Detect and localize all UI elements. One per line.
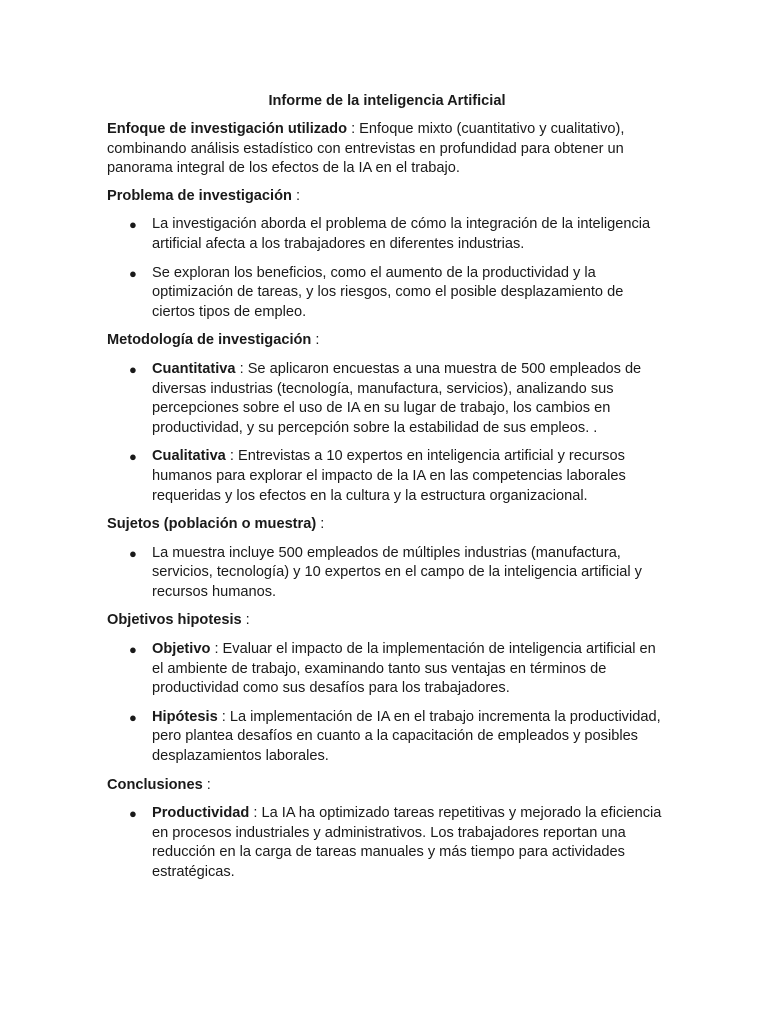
- hipotesis-text: : La implementación de IA en el trabajo incrementa la productividad, pero plantea desafíos en cuanto a la capacitación de empleados y posibles desplazamientos laborales.: [152, 708, 661, 765]
- problema-label: Problema de investigación: [107, 187, 292, 204]
- problema-suffix: :: [291, 187, 301, 204]
- list-item: [107, 360, 667, 438]
- sujetos-label: Sujetos (población o muestra): [107, 516, 317, 533]
- productividad-label: Productividad: [152, 805, 250, 822]
- bullet-icon: ●: [129, 217, 137, 233]
- problema-heading: [107, 187, 667, 207]
- objetivos-label: Objetivos hipotesis: [107, 612, 242, 629]
- bullet-icon: ●: [129, 642, 137, 658]
- productividad-text: : La IA ha optimizado tareas repetitivas y mejorado la eficiencia en procesos industriales y administrativos. Los trabajadores reportan una reducción en la carga de tareas manuales y más tiempo para actividades estratégicas.: [152, 805, 662, 880]
- bullet-icon: ●: [129, 361, 137, 377]
- sujetos-suffix: :: [316, 516, 325, 533]
- bullet-icon: ●: [129, 709, 137, 725]
- conclusiones-label: Conclusiones: [107, 776, 203, 793]
- metodologia-list: [107, 360, 667, 506]
- cuantitativa-label: Cuantitativa: [152, 360, 236, 377]
- enfoque-text: : Enfoque mixto (cuantitativo y cualitativo), combinando análisis estadístico con entrevistas en profundidad para obtener un panorama integral de los efectos de la IA en el trabajo.: [107, 121, 625, 177]
- conclusiones-heading: [107, 776, 667, 796]
- cualitativa-text: : Entrevistas a 10 expertos en inteligencia artificial y recursos humanos para explorar el impacto de la IA en las competencias laborales requeridas y los efectos en la cultura y la estructura organizacional.: [152, 448, 626, 504]
- bullet-icon: ●: [129, 806, 137, 822]
- sujetos-item-text: La muestra incluye 500 empleados de múltiples industrias (manufactura, servicios, tecnología) y 10 expertos en el campo de la inteligencia artificial y recursos humanos.: [152, 544, 642, 600]
- cuantitativa-text: : Se aplicaron encuestas a una muestra de 500 empleados de diversas industrias (tecnología, manufactura, servicios), analizando sus percepciones sobre el uso de IA en su lugar de trabajo, los cambios en productividad, y su percepción sobre la estabilidad de sus empleos. .: [152, 360, 642, 436]
- metodologia-suffix: :: [311, 332, 320, 349]
- list-item: [107, 544, 667, 603]
- hipotesis-label: Hipótesis: [152, 708, 218, 725]
- sujetos-list: [107, 544, 667, 603]
- objetivo-text: : Evaluar el impacto de la implementación de inteligencia artificial en el ambiente de trabajo, examinando tanto sus ventajas en términos de productividad como sus desafíos para los trabajadores.: [152, 641, 656, 697]
- metodologia-heading: [107, 331, 667, 351]
- enfoque-label: Enfoque de investigación utilizado: [107, 121, 348, 137]
- conclusiones-suffix: :: [202, 776, 211, 793]
- list-item: [107, 215, 667, 254]
- objetivos-suffix: :: [241, 612, 250, 629]
- list-item: [107, 447, 667, 506]
- problema-item-text: La investigación aborda el problema de cómo la integración de la inteligencia artificial afecta a los trabajadores en diferentes industrias.: [152, 216, 651, 252]
- metodologia-label: Metodología de investigación: [107, 332, 312, 349]
- enfoque-paragraph: [107, 120, 667, 179]
- bullet-icon: ●: [129, 545, 137, 561]
- bullet-icon: ●: [129, 265, 137, 281]
- problema-list: [107, 215, 667, 322]
- document-title: Informe de la inteligencia Artificial: [268, 93, 506, 109]
- problema-item-text: Se exploran los beneficios, como el aumento de la productividad y la optimización de tareas, y los riesgos, como el posible desplazamiento de ciertos tipos de empleo.: [152, 264, 624, 320]
- list-item: [107, 264, 667, 323]
- cualitativa-label: Cualitativa: [152, 448, 226, 465]
- objetivos-heading: [107, 611, 667, 631]
- list-item: [107, 708, 667, 767]
- bullet-icon: ●: [129, 449, 137, 465]
- objetivo-label: Objetivo: [152, 641, 211, 658]
- conclusiones-list: [107, 804, 667, 882]
- objetivos-list: [107, 640, 667, 767]
- document-page: [107, 91, 667, 892]
- list-item: [107, 640, 667, 699]
- list-item: [107, 804, 667, 882]
- sujetos-heading: [107, 515, 667, 535]
